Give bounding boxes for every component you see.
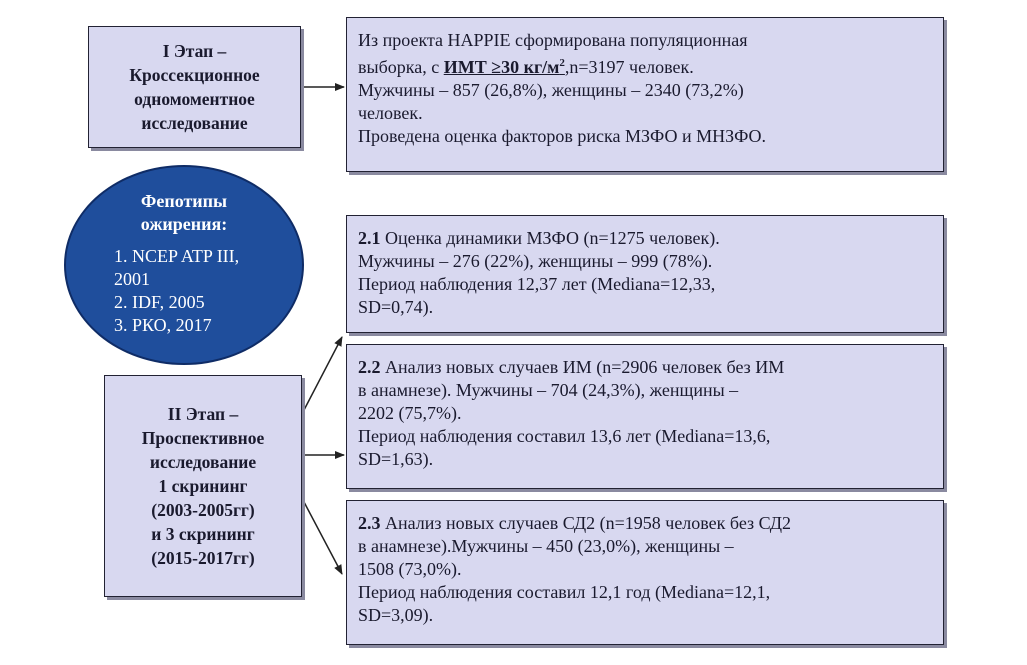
bmi-criterion: ИМТ ≥30 $кг/м^2$ (443, 57, 565, 77)
arrow-stage2-to-box23 (304, 502, 342, 574)
box23-line: Период наблюдения составил 12,1 год (Mediana=12,1, (358, 582, 771, 602)
stage-2-line: (2015-2017гг) (151, 548, 255, 568)
box1-line: выборка, с ИМТ ≥30 $кг/м^2,n=3197$ человек. (358, 57, 694, 77)
substudy-number: 2.2 (358, 357, 381, 377)
stage-1-line: Кроссекционное (129, 65, 260, 85)
substudy-number: 2.1 (358, 228, 381, 248)
stage-2-line: и 3 скрининг (151, 524, 255, 544)
box23-line: 1508 (73,0%). (358, 559, 462, 579)
box21-line: Период наблюдения 12,37 лет (Mediana=12,33, (358, 274, 716, 294)
box23-line: SD=3,09). (358, 605, 434, 625)
box22-line: в анамнезе). Мужчины – 704 (24,3%), женщины – (358, 380, 739, 400)
box21-line: Мужчины – 276 (22%), женщины – 999 (78%). (358, 251, 713, 271)
substudy-2-3-box (346, 500, 944, 645)
substudy-2-1-box (346, 215, 944, 333)
stage-2-line: исследование (149, 452, 257, 472)
box1-line: Из проекта HAPPIE сформирована популяционная (358, 30, 748, 50)
substudy-number: 2.3 (358, 513, 381, 533)
box22-line: 2.2 Анализ новых случаев ИМ (n=2906 человек без ИМ (358, 357, 785, 377)
stage-1-description-box (346, 17, 944, 172)
phenotype-item: 2. IDF, 2005 (114, 292, 205, 312)
stage-2-line: II Этап – (167, 404, 239, 424)
arrow-stage2-to-box21 (304, 337, 342, 410)
stage-2-line: (2003-2005гг) (151, 500, 255, 520)
box23-line: 2.3 Анализ новых случаев СД2 (n=1958 человек без СД2 (358, 513, 792, 533)
box21-line: 2.1 Оценка динамики МЗФО (n=1275 человек). (358, 228, 720, 248)
box22-line: 2202 (75,7%). (358, 403, 462, 423)
stage-1-line: I Этап – (162, 41, 227, 61)
box22-line: SD=1,63). (358, 449, 434, 469)
stage-2-line: Проспективное (141, 428, 265, 448)
box21-line: SD=0,74). (358, 297, 434, 317)
box1-line: Мужчины – 857 (26,8%), женщины – 2340 (73,2%) (358, 80, 744, 100)
stage-1-line: исследование (141, 113, 248, 133)
stage-2-box (104, 375, 302, 597)
stage-1-line: одномоментное (134, 89, 255, 109)
phenotypes-title: Фепотипы ожирения: (140, 191, 228, 234)
phenotype-item: 1. NCEP ATP III, (114, 246, 240, 266)
box23-line: в анамнезе).Мужчины – 450 (23,0%), женщины – (358, 536, 734, 556)
phenotypes-list (114, 245, 239, 337)
box1-line: Проведена оценка факторов риска МЗФО и МНЗФО. (358, 126, 767, 146)
phenotype-item: 2001 (114, 269, 150, 289)
box1-line: человек. (358, 103, 423, 123)
stage-2-line: 1 скрининг (158, 476, 248, 496)
stage-1-box (88, 26, 301, 148)
obesity-phenotypes-ellipse (64, 165, 304, 365)
substudy-2-2-box (346, 344, 944, 489)
box22-line: Период наблюдения составил 13,6 лет (Mediana=13,6, (358, 426, 771, 446)
phenotype-item: 3. РКО, 2017 (114, 315, 212, 335)
